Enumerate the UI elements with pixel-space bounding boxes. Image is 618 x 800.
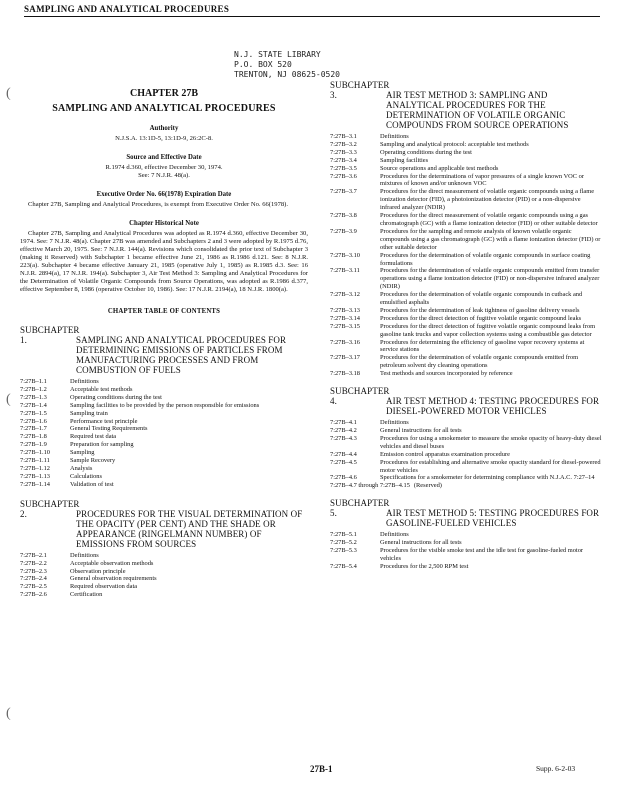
toc-entry — [330, 267, 602, 291]
toc-entry — [330, 427, 602, 435]
toc-entry-number: 7:27B–3.14 — [330, 314, 361, 322]
subchapter-5-list — [330, 531, 602, 571]
toc-entry-title: Preparation for sampling — [70, 441, 134, 449]
toc-entry-title: Analysis — [70, 464, 93, 472]
toc-entry-number: 7:27B–5.3 — [330, 547, 357, 555]
toc-entry — [20, 418, 308, 426]
toc-entry-title: Calculations — [70, 472, 102, 480]
toc-entry-title: Procedures for the determination of volatile organic compounds in surface coating formulations — [380, 251, 591, 267]
toc-entry-title: Sampling facilities — [380, 156, 429, 164]
toc-entry-title: Required test data — [70, 433, 117, 441]
toc-entry — [20, 575, 308, 583]
header-rule — [24, 16, 600, 17]
chapter-number: CHAPTER 27B — [129, 88, 199, 99]
toc-entry-title: Sample Recovery — [70, 457, 116, 465]
toc-entry — [20, 402, 308, 410]
toc-entry-number: 7:27B–3.11 — [330, 267, 360, 275]
toc-entry-number: 7:27B–1.4 — [20, 401, 47, 409]
toc-entry-number: 7:27B–1.13 — [20, 472, 51, 480]
historical-note-text: Chapter 27B, Sampling and Analytical Procedures was adopted as R.1974 d.360, effective December 30, 1974. See: 7 N.J.R. 48(a). Chapter 27B was amended and Subchapters 2 and 3 were adopted by R.1975 d.76, effective March 20, 1975. See: 7 N.J.R. 144(a). Revisions which consolidated the prior text of Subchapter 3 (making it Reserved) with Subchapter 1 became effective June 21, 1986 as R.1986 d.121. See: 8 N.J.R. 223(a). Subchapter 4 became effective January 21, 1985 (operative July 1, 1985) as R.1985 d.3. See: 16 N.J.R. 2894(a), 17 N.J.R. 194(a). Subchapter 3, Air Test Method 3: Sampling and Analytical Procedures for the Determination of Volatile Organic Compounds from Source Operations, was adopted as R.1986 d.377, effective September 8, 1986 (operative October 10, 1986). See: 17 N.J.R. 2194(a), 18 N.J.R. 1800(a). — [20, 230, 308, 293]
toc-entry-title: Performance test principle — [70, 417, 138, 425]
subchapter-4-list — [330, 419, 602, 490]
toc-entry — [20, 378, 308, 386]
subchapter-3-heading: SUBCHAPTER 3. AIR TEST METHOD 3: SAMPLING AND ANALYTICAL PROCEDURES FOR THE DETERMINATION OF VOLATILE ORGANIC COMPOUNDS FROM SOURCE OPERATIONS — [330, 80, 569, 130]
toc-entry-title: (Reserved) — [413, 482, 442, 490]
toc-entry-title: Procedures for establishing and alternative smoke opacity standard for diesel-powered motor vehicles — [380, 458, 601, 474]
punch-hole-mark: ( — [6, 86, 11, 101]
toc-entry-title: Observation principle — [70, 567, 126, 575]
toc-entry — [20, 441, 308, 449]
toc-entry-number: 7:27B–3.17 — [330, 354, 361, 362]
toc-entry-number: 7:27B–5.2 — [330, 539, 357, 547]
toc-entry — [330, 474, 602, 482]
toc-entry — [330, 459, 602, 475]
toc-entry — [330, 141, 602, 149]
toc-entry — [330, 435, 602, 451]
toc-entry-number: 7:27B–2.2 — [20, 559, 47, 567]
toc-entry-title: Certification — [70, 591, 103, 599]
toc-entry-title: Procedures for the sampling and remote analysis of known volatile organic compounds using a gas chromatograph (GC) with a flame ionization detector (FID) or other suitable detector — [380, 227, 601, 251]
toc-entry — [330, 173, 602, 189]
toc-entry — [20, 473, 308, 481]
toc-entry-title: Procedures for the direct detection of fugitive volatile organic compound leaks from gasoline tank trucks and vapor collection systems using a combustible gas detector — [380, 322, 596, 338]
toc-entry-number: 7:27B–3.3 — [330, 148, 357, 156]
toc-entry-number: 7:27B–1.3 — [20, 393, 47, 401]
toc-entry — [330, 451, 602, 459]
toc-entry — [330, 419, 602, 427]
toc-entry-title: Procedures for determining the efficiency of gasoline vapor recovery systems at service stations — [380, 338, 585, 354]
toc-entry — [330, 228, 602, 252]
toc-entry-number: 7:27B–3.12 — [330, 291, 361, 299]
subchapter-2-list — [20, 552, 308, 599]
punch-hole-mark: ( — [6, 392, 11, 407]
toc-entry-number: 7:27B–3.9 — [330, 227, 357, 235]
right-column — [330, 80, 602, 571]
toc-entry-title: Definitions — [380, 419, 409, 427]
toc-entry-number: 7:27B–5.4 — [330, 562, 357, 570]
toc-entry-number: 7:27B–1.6 — [20, 417, 47, 425]
toc-entry-title: Procedures for the determination of volatile organic compounds emitted from transfer operations using a flame ionization detector (FID) or non-dispersive infrared analyzer (NDIR) — [380, 267, 600, 291]
toc-entry — [330, 212, 602, 228]
toc-entry-title: Operating conditions during the test — [70, 393, 162, 401]
toc-entry-number: 7:27B–2.5 — [20, 583, 47, 591]
toc-entry-number: 7:27B–4.4 — [330, 450, 357, 458]
subchapter-5-heading: SUBCHAPTER 5. AIR TEST METHOD 5: TESTING PROCEDURES FOR GASOLINE-FUELED VEHICLES — [330, 498, 600, 529]
toc-entry-title: Emission control apparatus examination procedure — [380, 450, 510, 458]
library-stamp: N.J. STATE LIBRARY P.O. BOX 520 TRENTON, NJ 08625-0520 — [234, 50, 340, 79]
toc-entry — [330, 323, 602, 339]
toc-entry-title: Procedures for using a smokemeter to measure the smoke opacity of heavy-duty diesel vehicles and diesel buses — [380, 434, 602, 450]
toc-entry-number: 7:27B–4.5 — [330, 458, 357, 466]
toc-entry — [330, 252, 602, 268]
toc-entry — [330, 482, 602, 490]
toc-entry-title: Procedures for the determination of leak tightness of gasoline delivery vessels — [380, 306, 580, 314]
toc-entry-number: 7:27B–1.12 — [20, 464, 51, 472]
toc-entry-title: Procedures for the determinations of vapor pressures of a single known VOC or mixtures of known and/or unknown VOC — [380, 172, 584, 188]
toc-entry-title: General Testing Requirements — [70, 425, 148, 433]
toc-entry-number: 7:27B–5.1 — [330, 531, 357, 539]
page-number: 27B-1 — [310, 764, 333, 774]
toc-entry — [330, 307, 602, 315]
toc-entry-number: 7:27B–4.6 — [330, 474, 357, 482]
punch-hole-mark: ( — [6, 706, 11, 721]
toc-entry-title: Sampling facilities to be provided by the person responsible for emissions — [70, 401, 260, 409]
running-head: SAMPLING AND ANALYTICAL PROCEDURES — [24, 4, 230, 14]
toc-entry-number: 7:27B–3.15 — [330, 322, 361, 330]
left-column — [20, 80, 308, 599]
toc-entry — [330, 354, 602, 370]
toc-entry — [330, 188, 602, 212]
toc-entry-number: 7:27B–3.16 — [330, 338, 361, 346]
toc-entry — [20, 583, 308, 591]
toc-entry-title: General instructions for all tests — [380, 427, 462, 434]
toc-entry — [330, 547, 602, 563]
toc-entry — [20, 457, 308, 465]
toc-entry-number: 7:27B–3.10 — [330, 251, 361, 259]
toc-entry-title: Procedures for the direct measurement of volatile organic compounds using a gas chromatograph (GC) with a flame ionization detector (FID) or other suitable detector — [380, 212, 598, 227]
toc-entry-number: 7:27B–1.5 — [20, 409, 47, 417]
toc-entry-title: Test methods and sources incorporated by reference — [380, 370, 513, 378]
toc-entry — [330, 563, 602, 571]
toc-entry — [20, 591, 308, 599]
toc-entry-number: 7:27B–4.1 — [330, 419, 357, 427]
toc-entry-number: 7:27B–4.3 — [330, 434, 357, 442]
toc-entry — [330, 539, 602, 547]
toc-entry-title: Sampling — [70, 449, 95, 457]
toc-entry-title: General instructions for all tests — [380, 539, 462, 547]
subchapter-4-heading: SUBCHAPTER 4. AIR TEST METHOD 4: TESTING PROCEDURES FOR DIESEL-POWERED MOTOR VEHICLES — [330, 386, 600, 417]
toc-entry — [20, 568, 308, 576]
source-text: R.1974 d.360, effective December 30, 1974. See: 7 N.J.R. 48(a). — [105, 164, 223, 179]
exec-order-text: Chapter 27B, Sampling and Analytical Procedures, is exempt from Executive Order No. 66(1978). — [28, 201, 289, 208]
toc-entry-number: 7:27B–2.3 — [20, 567, 47, 575]
toc-entry-number: 7:27B–1.8 — [20, 433, 47, 441]
toc-entry — [20, 386, 308, 394]
toc-entry-title: Validation of test — [70, 480, 114, 488]
toc-entry-number: 7:27B–1.10 — [20, 449, 51, 457]
toc-entry — [20, 394, 308, 402]
toc-entry-number: 7:27B–1.7 — [20, 425, 47, 433]
toc-entry — [20, 449, 308, 457]
toc-entry-number: 7:27B–3.6 — [330, 172, 357, 180]
toc-entry-number: 7:27B–4.7 through 7:27B–4.15 — [330, 482, 410, 490]
toc-entry-number: 7:27B–3.2 — [330, 140, 357, 148]
toc-entry-title: Acceptable observation methods — [70, 559, 154, 567]
toc-entry-title: Procedures for the direct detection of fugitive volatile organic compound leaks — [380, 314, 582, 322]
authority-text: N.J.S.A. 13:1D-5, 13:1D-9, 26:2C-8. — [115, 135, 213, 142]
toc-entry-number: 7:27B–1.14 — [20, 480, 51, 488]
toc-entry-title: Definitions — [70, 551, 99, 559]
toc-entry — [20, 560, 308, 568]
toc-entry — [330, 149, 602, 157]
toc-entry-number: 7:27B–1.1 — [20, 378, 47, 385]
toc-entry-title: Procedures for the 2,500 RPM test — [380, 562, 469, 570]
toc-entry-number: 7:27B–3.4 — [330, 156, 357, 164]
toc-entry-title: Definitions — [70, 378, 99, 385]
toc-entry-title: Definitions — [380, 531, 409, 539]
subchapter-2-heading: SUBCHAPTER 2. PROCEDURES FOR THE VISUAL DETERMINATION OF THE OPACITY (PER CENT) AND THE SHADE OR APPEARANCE (RINGELMANN NUMBER) OF EMISSIONS FROM SOURCES — [20, 498, 303, 549]
toc-entry-number: 7:27B–1.2 — [20, 385, 47, 393]
toc-entry — [330, 157, 602, 165]
toc-entry-title: Required observation data — [70, 583, 138, 591]
toc-entry-number: 7:27B–3.18 — [330, 370, 361, 378]
toc-entry-number: 7:27B–3.1 — [330, 133, 357, 140]
toc-entry-title: Sampling and analytical protocol: acceptable test methods — [380, 140, 529, 148]
toc-entry — [330, 531, 602, 539]
authority-heading: Authority — [149, 125, 179, 132]
toc-entry-number: 7:27B–3.5 — [330, 164, 357, 172]
toc-entry — [330, 291, 602, 307]
toc-entry-title: Procedures for the determination of volatile organic compounds emitted from petroleum solvent dry cleaning operations — [380, 354, 579, 370]
toc-entry-number: 7:27B–2.6 — [20, 591, 47, 599]
toc-entry-title: Procedures for the visible smoke test and the idle test for gasoline-fueled motor vehicles — [380, 547, 584, 562]
toc-entry — [330, 339, 602, 355]
toc-entry — [20, 410, 308, 418]
toc-entry-title: General observation requirements — [70, 575, 157, 583]
subchapter-1-heading: SUBCHAPTER 1. SAMPLING AND ANALYTICAL PROCEDURES FOR DETERMINING EMISSIONS OF PARTICLES FROM MANUFACTURING PROCESSES AND FROM COMBUSTION OF FUELS — [20, 325, 287, 375]
source-heading: Source and Effective Date — [126, 154, 202, 161]
toc-entry — [20, 425, 308, 433]
supplement-date: Supp. 6-2-03 — [536, 764, 576, 773]
toc-entry-title: Sampling train — [70, 409, 108, 417]
toc-entry-number: 7:27B–1.9 — [20, 441, 47, 449]
toc-entry-title: Procedures for the direct measurement of volatile organic compounds using a flame ionization detector (FID), a photoionization detector (PID) or a non-dispersive infrared analyzer (NDIR) — [380, 188, 595, 212]
toc-entry-number: 7:27B–4.2 — [330, 427, 357, 434]
toc-entry-title: Acceptable test methods — [70, 385, 133, 393]
toc-entry-title: Operating conditions during the test — [380, 148, 472, 156]
exec-order-heading: Executive Order No. 66(1978) Expiration Date — [96, 191, 232, 198]
toc-entry — [20, 465, 308, 473]
toc-entry-number: 7:27B–3.13 — [330, 306, 361, 314]
historical-note-heading: Chapter Historical Note — [129, 220, 199, 227]
toc-entry-number: 7:27B–2.4 — [20, 575, 47, 583]
toc-entry — [20, 481, 308, 489]
subchapter-3-list — [330, 133, 602, 378]
toc-entry-number: 7:27B–1.11 — [20, 457, 50, 465]
toc-entry — [330, 133, 602, 141]
toc-entry-title: Procedures for the determination of volatile organic compounds in cutback and emulsified asphalts — [380, 291, 583, 307]
subchapter-1-list — [20, 378, 308, 489]
chapter-title: SAMPLING AND ANALYTICAL PROCEDURES — [52, 103, 276, 114]
toc-entry — [330, 315, 602, 323]
toc-entry-number: 7:27B–3.7 — [330, 188, 357, 196]
toc-entry — [20, 433, 308, 441]
toc-entry-number: 7:27B–3.8 — [330, 212, 357, 220]
toc-entry-title: Specifications for a smokemeter for determining compliance with N.J.A.C. 7:27–14 — [380, 474, 595, 482]
toc-entry-title: Source operations and applicable test methods — [380, 164, 499, 172]
toc-heading: CHAPTER TABLE OF CONTENTS — [107, 308, 221, 315]
toc-entry-title: Definitions — [380, 133, 409, 140]
toc-entry-number: 7:27B–2.1 — [20, 551, 47, 559]
toc-entry — [20, 552, 308, 560]
toc-entry — [330, 165, 602, 173]
toc-entry — [330, 370, 602, 378]
